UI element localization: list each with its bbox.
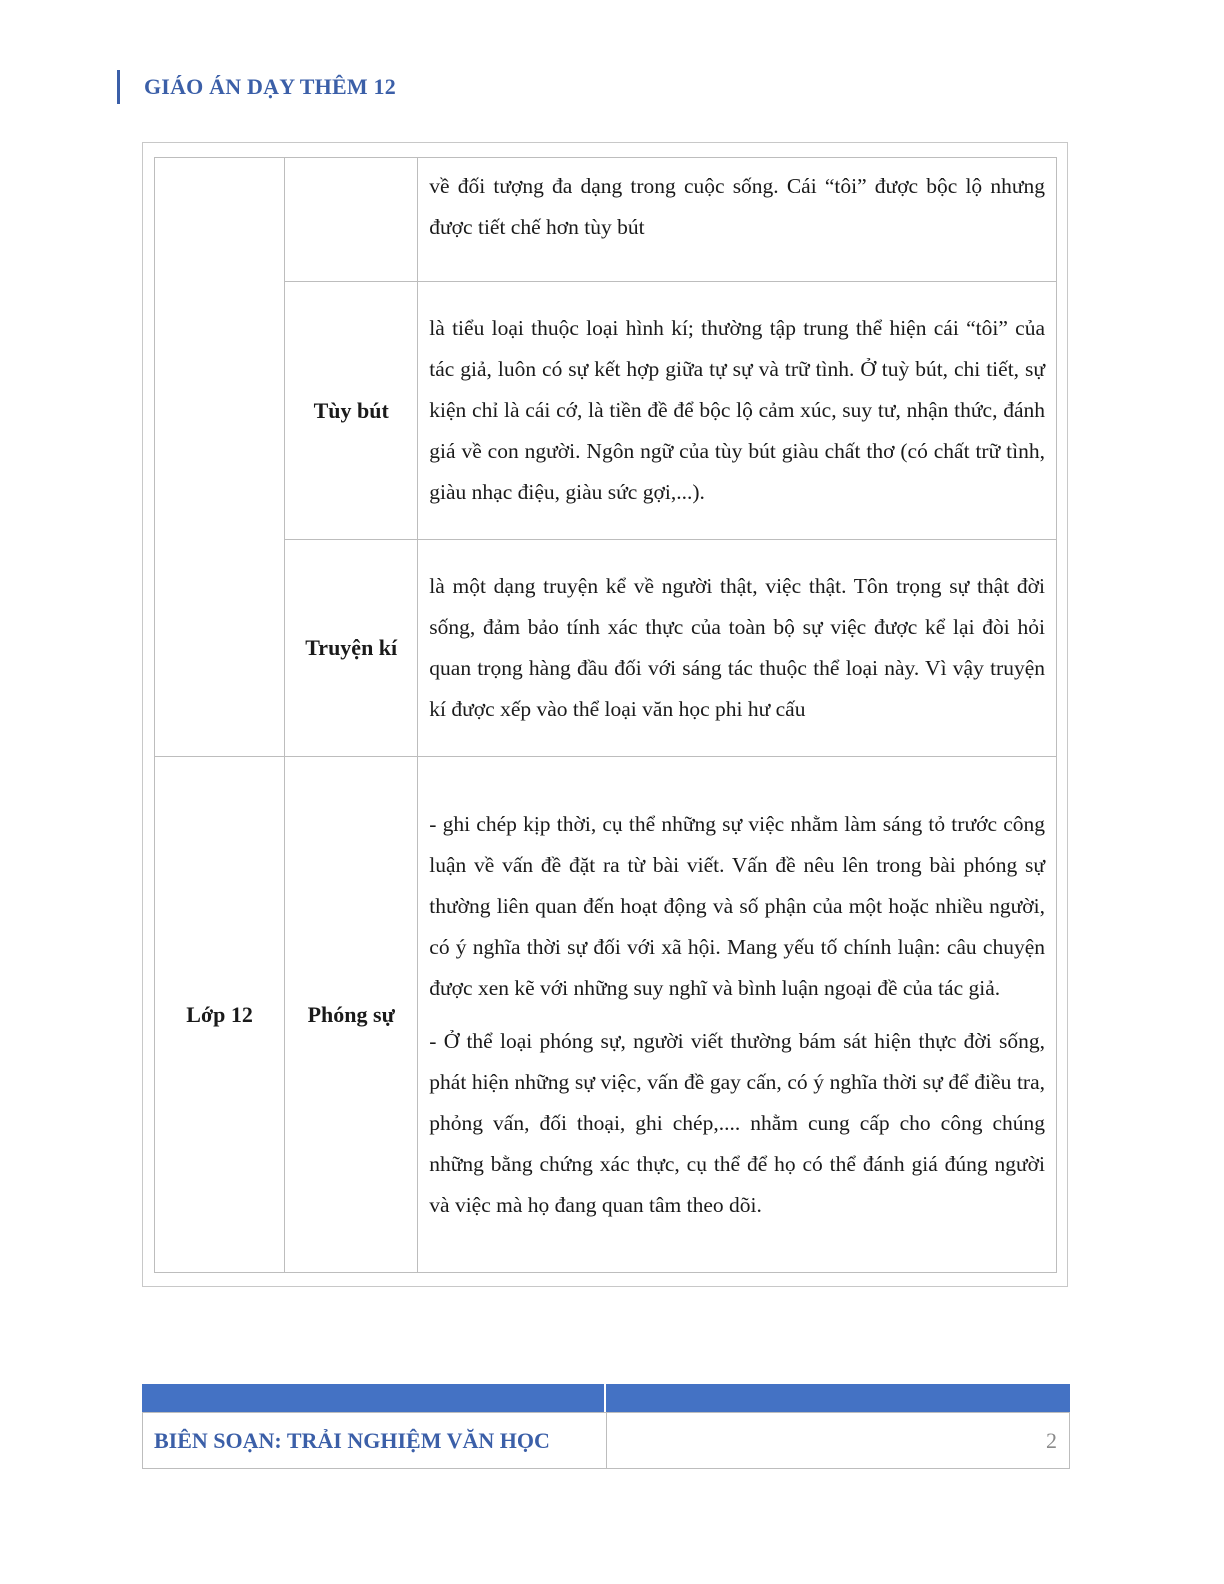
description-paragraph: - ghi chép kịp thời, cụ thể những sự việc nhằm làm sáng tỏ trước công luận về vấn đề đặt ra từ bài viết. Vấn đề nêu lên trong bài phóng sự thường liên quan đến hoạt động và số phận của một hoặc nhiều người, có ý nghĩa thời sự đối với xã hội. Mang yếu tố chính luận: câu chuyện được xen kẽ với những suy nghĩ và bình luận ngoại đề của tác giả. bbox=[429, 811, 1045, 1000]
footer bbox=[142, 1412, 1070, 1469]
genre-cell-continued bbox=[285, 158, 418, 282]
description-cell bbox=[418, 757, 1057, 1273]
description-paragraph: - Ở thể loại phóng sự, người viết thường bám sát hiện thực đời sống, phát hiện những sự việc, vấn đề gay cấn, có ý nghĩa thời sự để điều tra, phỏng vấn, đối thoại, ghi chép,.... nhằm cung cấp cho công chúng những bằng chứng xác thực, cụ thể để họ có thể đánh giá đúng người và việc mà họ đang quan tâm theo dõi. bbox=[429, 1028, 1045, 1217]
footer-bar-right bbox=[606, 1384, 1070, 1412]
description-cell bbox=[418, 282, 1057, 540]
grade-cell-lop-12: Lớp 12 bbox=[155, 757, 285, 1273]
description-paragraph: là tiểu loại thuộc loại hình kí; thường tập trung thể hiện cái “tôi” của tác giả, luôn có sự kết hợp giữa tự sự và trữ tình. Ở tuỳ bút, chi tiết, sự kiện chỉ là cái cớ, là tiền đề để bộc lộ cảm xúc, suy tư, nhận thức, đánh giá về con người. Ngôn ngữ của tùy bút giàu chất thơ (có chất trữ tình, giàu nhạc điệu, giàu sức gợi,...). bbox=[429, 316, 1045, 504]
description-cell bbox=[418, 158, 1057, 282]
table-row bbox=[155, 282, 1057, 540]
page-number: 2 bbox=[1046, 1427, 1057, 1453]
footer-bar-left bbox=[142, 1384, 606, 1412]
genre-cell-tuy-but: Tùy bút bbox=[285, 282, 418, 540]
description-paragraph: về đối tượng đa dạng trong cuộc sống. Cái “tôi” được bộc lộ nhưng được tiết chế hơn tùy bút bbox=[429, 174, 1045, 239]
description-paragraph: là một dạng truyện kể về người thật, việc thật. Tôn trọng sự thật đời sống, đảm bảo tính xác thực của toàn bộ sự việc được kể lại đòi hỏi quan trọng hàng đầu đối với sáng tác thuộc thể loại này. Vì vậy truyện kí được xếp vào thể loại văn học phi hư cấu bbox=[429, 574, 1045, 721]
table-row bbox=[155, 757, 1057, 1273]
genre-table bbox=[154, 157, 1057, 1273]
genre-cell-truyen-ki: Truyện kí bbox=[285, 540, 418, 757]
page-header-title: GIÁO ÁN DẠY THÊM 12 bbox=[117, 70, 396, 104]
footer-author: BIÊN SOẠN: TRẢI NGHIỆM VĂN HỌC bbox=[143, 1413, 607, 1468]
table-row bbox=[155, 158, 1057, 282]
description-cell bbox=[418, 540, 1057, 757]
footer-color-bar bbox=[142, 1384, 1070, 1412]
table-row bbox=[155, 540, 1057, 757]
genre-cell-phong-su: Phóng sự bbox=[285, 757, 418, 1273]
grade-cell-empty bbox=[155, 158, 285, 757]
